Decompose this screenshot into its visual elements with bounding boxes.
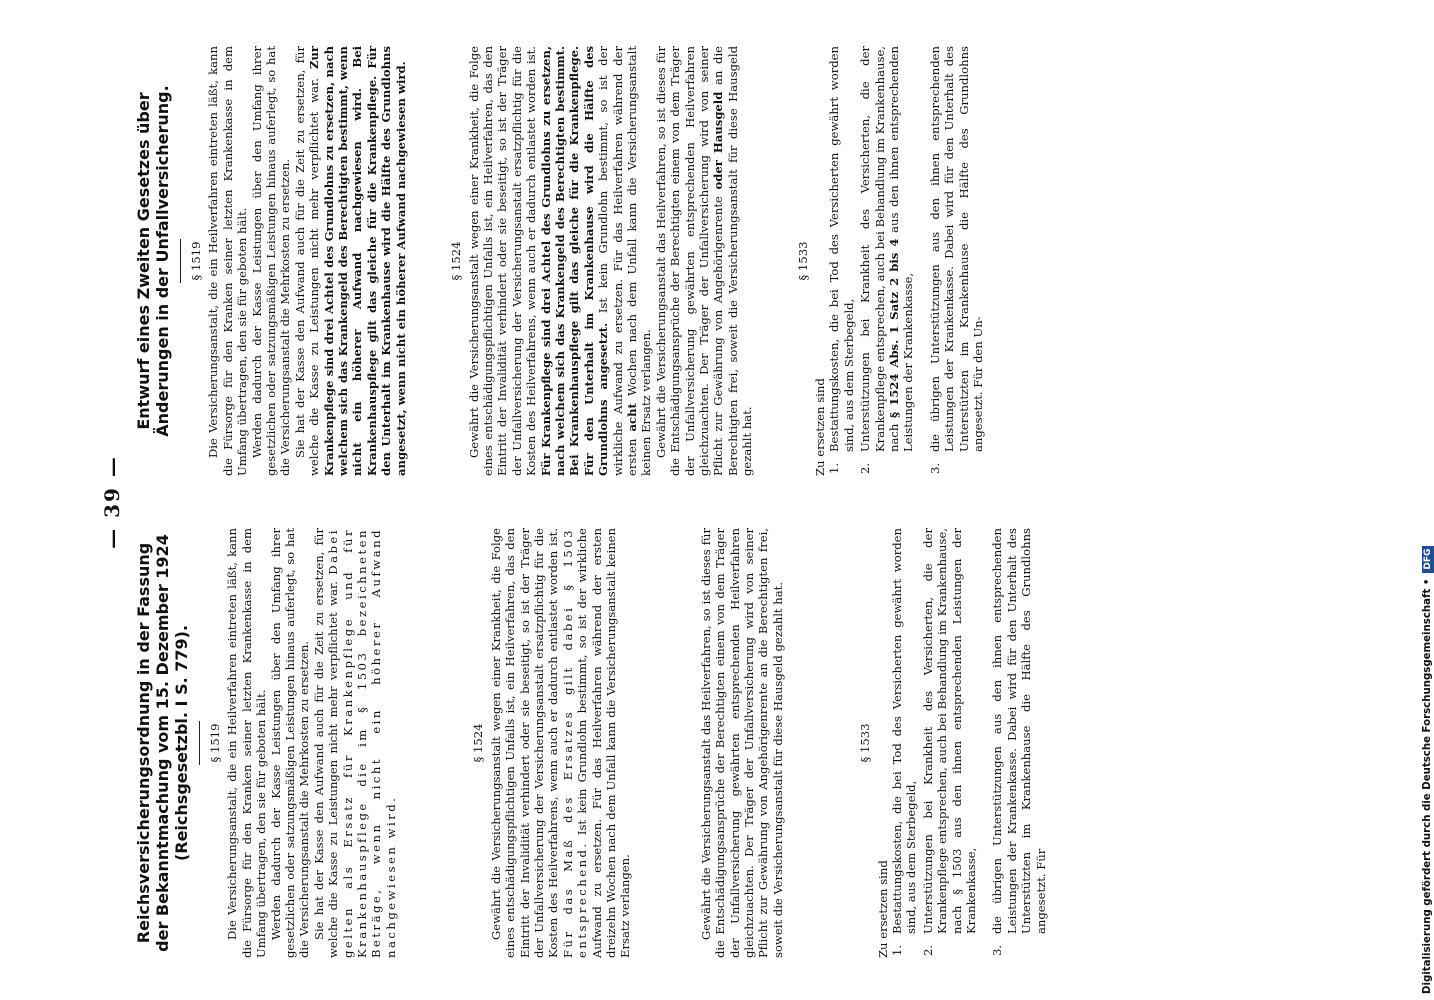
left-1519-paragraph-2: Werden dadurch der Kasse Leistungen über den Umfang ihrer gesetzlichen oder satzungsmäßigen Leistungen hinaus auferlegt, so hat die Versicherungsanstalt die Mehrkosten zu ersetzen. xyxy=(268,528,312,958)
list-item-number: 1. xyxy=(827,462,842,474)
list-item xyxy=(827,46,856,476)
right-1524-p1-text: Gewährt die Versicherungsanstalt wegen einer Krankheit, die Folge eines entschädigungspflichtigen Unfalls ist, ein Heilverfahren, das den Eintritt der Invalidität verhindert oder sie beseitigt, so ist der Träger der Unfallversicherung der Versicherungsanstalt ersatzpflichtig für die Kosten des Heilverfahrens, wenn auch er dadurch entlastet worden ist. xyxy=(466,46,539,476)
left-1524-paragraph-2: Gewährt die Versicherungsanstalt das Heilverfahren, so ist dieses für die Entschädigungsansprüche der Berechtigten einem von dem Träger der Unfallversicherung gewährten entsprechenden Heilverfahren gleichzuachten. Der Träger der Unfallversicherung wird von seiner Pflicht zur Gewährung von Angehörigenrente an die Berechtigten frei, soweit die Versicherungsanstalt für diese Hausgeld gezahlt hat. xyxy=(698,528,785,958)
right-column-title: Entwurf eines Zweiten Gesetzes über Änderungen in der Unfallversicherung. xyxy=(134,85,172,437)
credit-text: Digitalisierung gefördert durch die Deutsche Forschungsgemeinschaft • xyxy=(1422,578,1433,994)
page-number: — 39 — xyxy=(100,455,124,549)
list-item xyxy=(890,528,919,958)
right-1524-p1-bold-weeks: acht xyxy=(624,403,639,432)
spacer xyxy=(408,46,442,476)
spacer xyxy=(755,46,789,476)
right-1524-p2-text: Gewährt die Versicherungsanstalt das Heilverfahren, so ist dieses für die Entschädigungsansprüche der Berechtigten einem von dem Träger der Unfallversicherung gewährten entsprechenden Heilverfahren gleichzuachten. Der Träger der Unfallversicherung wird von seiner Pflicht zur Gewährung von Angehörigenrente xyxy=(653,46,726,476)
list-item-number: 1. xyxy=(890,944,904,956)
left-section-1519-heading: § 1519 xyxy=(208,723,222,763)
list-item-number: 3. xyxy=(927,462,942,474)
list-item-bold-change: § 1524 Abs. 1 Satz 2 bis 4 xyxy=(887,238,902,418)
left-section-1533-heading: § 1533 xyxy=(858,723,873,763)
list-item-text: Unterstützungen bei Krankheit des Versicherten, die der Krankenpflege entsprechen, auch bei Behandlung im Krankenhause, nach xyxy=(858,46,902,452)
left-1524-p1-text: Gewährt die Versicherungsanstalt wegen einer Krankheit, die Folge eines entschädigungspflichtigen Unfalls ist, ein Heilverfahren, das den Eintritt der Invalidität verhindert oder sie beseitigt, so ist der Träger der Unfallversicherung der Versicherungsanstalt ersatzpflichtig für die Kosten des Heilverfahrens, wenn auch er dadurch entlastet worden ist. xyxy=(488,528,561,958)
left-1524-p1-spaced-text: Für das Maß des Ersatzes gilt dabei § 1503 entsprechend. xyxy=(560,528,590,958)
right-1524-paragraph-2 xyxy=(654,46,755,476)
left-1519-paragraph-1: Die Versicherungsanstalt, die ein Heilverfahren eintreten läßt, kann die Fürsorge für den Kranken seiner letzten Krankenkasse in dem Umfang übertragen, den sie für geboten hält. xyxy=(225,528,269,958)
right-1524-paragraph-1 xyxy=(467,46,654,476)
column-current-law xyxy=(134,528,1050,958)
right-1524-p1-bold-change: Für Krankenpflege sind drei Achtel des Grundlohns zu ersetzen, nach welchem sich das Krankengeld des Berechtigten bestimmt. Bei Krankenhauspflege gilt das gleiche für die Krankenpflege. Für den Unterhalt im Krankenhause wird die Hälfte des Grundlohns angesetzt. xyxy=(538,46,611,476)
list-item-number: 2. xyxy=(920,944,935,956)
right-1524-p2-end: an die Berechtigten frei, soweit die Versicherungsanstalt für diese Hausgeld gezahlt hat. xyxy=(711,45,755,476)
left-1533-list xyxy=(890,528,1048,958)
list-item xyxy=(858,46,916,476)
right-1524-p1-rest: Ist kein Grundlohn bestimmt, so ist der wirkliche Aufwand zu ersetzen. Für das Heilverfahren während der ersten xyxy=(596,46,639,476)
right-1519-p3-bold-change: Zur Krankenpflege sind drei Achtel des Grundlohns zu ersetzen, nach welchem sich das Krankengeld des Berechtigten bestimmt, wenn nicht ein höherer Aufwand nachgewiesen wird. Bei Krankenhauspflege gilt das gleiche für die Krankenpflege. Für den Unterhalt im Krankenhause wird die Hälfte des Grundlohns angesetzt, wenn nicht ein höherer Aufwand nachgewiesen wird. xyxy=(307,46,408,476)
list-item-text: die übrigen Unterstützungen aus den ihnen entsprechenden Leistungen der Krankenkasse. Dabei wird für den Unterhalt des Unterstützten im Krankenhause die Hälfte des Grundlohns angesetzt. Für xyxy=(990,528,1048,934)
list-item xyxy=(990,528,1048,958)
spacer xyxy=(785,528,851,958)
left-1519-paragraph-3 xyxy=(312,528,398,958)
left-1524-paragraph-1 xyxy=(489,528,633,958)
right-1519-paragraph-1: Die Versicherungsanstalt, die ein Heilverfahren eintreten läßt, kann die Fürsorge für den Kranken seiner letzten Krankenkasse in dem Umfang übertragen, den sie für geboten hält. xyxy=(206,46,250,476)
right-1524-p2-bold-change: oder Hausgeld xyxy=(711,91,726,190)
dfg-logo: DFG xyxy=(1422,546,1434,573)
spacer xyxy=(633,528,699,958)
left-1519-p3-spaced-text: Dabei gelten als Ersatz für Krankenpflege und für Krankenhauspflege die im § 1503 bezeichneten Beträge, wenn nicht ein höherer Aufwand nachgewiesen wird. xyxy=(326,528,398,958)
right-1519-paragraph-2: Werden dadurch der Kasse Leistungen über den Umfang ihrer gesetzlichen oder satzungsmäßigen Leistungen hinaus auferlegt, so hat die Versicherungsanstalt die Mehrkosten zu ersetzen. xyxy=(249,46,293,476)
list-item xyxy=(921,528,979,958)
left-column-title: Reichsversicherungsordnung in der Fassung der Bekanntmachung vom 15. Dezember 1924 (Reichsgesetzbl. I S. 779). xyxy=(134,534,191,952)
title-rule xyxy=(180,239,181,283)
credit-line xyxy=(1420,14,1434,994)
left-1519-p3-sentence-1: Sie hat der Kasse den Aufwand auch für die Zeit zu ersetzen, für welche die Kasse zu Leistungen nicht mehr verpflichtet war. xyxy=(311,528,341,958)
left-section-1524-heading: § 1524 xyxy=(471,723,486,763)
right-section-1524-heading: § 1524 xyxy=(449,241,464,281)
column-draft-law xyxy=(134,46,988,476)
right-1519-paragraph-3 xyxy=(293,46,408,476)
list-item xyxy=(928,46,986,476)
list-item-text: die übrigen Unterstützungen aus den ihnen entsprechenden Leistungen der Krankenkasse. Dabei wird für den Unterhalt des Unterstützten im Krankenhause die Hälfte des Grundlohns angesetzt. Für den Un- xyxy=(927,46,986,452)
right-1519-p3-sentence-1: Sie hat der Kasse den Aufwand auch für die Zeit zu ersetzen, für welche die Kasse zu Leistungen nicht mehr verpflichtet war. xyxy=(292,46,322,476)
list-item-number: 3. xyxy=(990,944,1005,956)
left-1524-p1-rest: Ist kein Grundlohn bestimmt, so ist der wirkliche Aufwand zu ersetzen. Für das Heilverfahren während der ersten dreizehn Wochen nach dem Unfall kann die Versicherungsanstalt keinen Ersatz verlangen. xyxy=(575,528,633,958)
list-item-text: Bestattungskosten, die bei Tod des Versicherten gewährt worden sind, aus dem Sterbegeld, xyxy=(890,528,919,934)
right-section-1533-heading: § 1533 xyxy=(795,241,810,281)
right-1533-list xyxy=(827,46,985,476)
right-section-1519-heading: § 1519 xyxy=(189,241,203,281)
list-item-number: 2. xyxy=(858,462,873,474)
list-item-text-end: aus den ihnen entsprechenden Leistungen der Krankenkasse, xyxy=(887,45,916,452)
right-1533-intro: Zu ersetzen sind xyxy=(813,378,828,476)
digitization-credit xyxy=(1420,6,1434,994)
spacer xyxy=(398,528,464,958)
right-1524-p1-end: Wochen nach dem Unfall kann die Versicherungsanstalt keinen Ersatz verlangen. xyxy=(624,46,654,476)
list-item-text: Bestattungskosten, die bei Tod des Versicherten gewährt worden sind, aus dem Sterbegeld, xyxy=(827,46,856,452)
title-rule xyxy=(199,721,200,765)
left-1533-intro: Zu ersetzen sind xyxy=(875,860,890,958)
list-item-text: Unterstützungen bei Krankheit des Versicherten, die der Krankenpflege entsprechen, auch bei Behandlung im Krankenhause, nach § 1503 aus den ihnen entsprechenden Leistungen der Krankenkasse, xyxy=(920,528,979,934)
rotated-document-page xyxy=(82,46,1352,958)
